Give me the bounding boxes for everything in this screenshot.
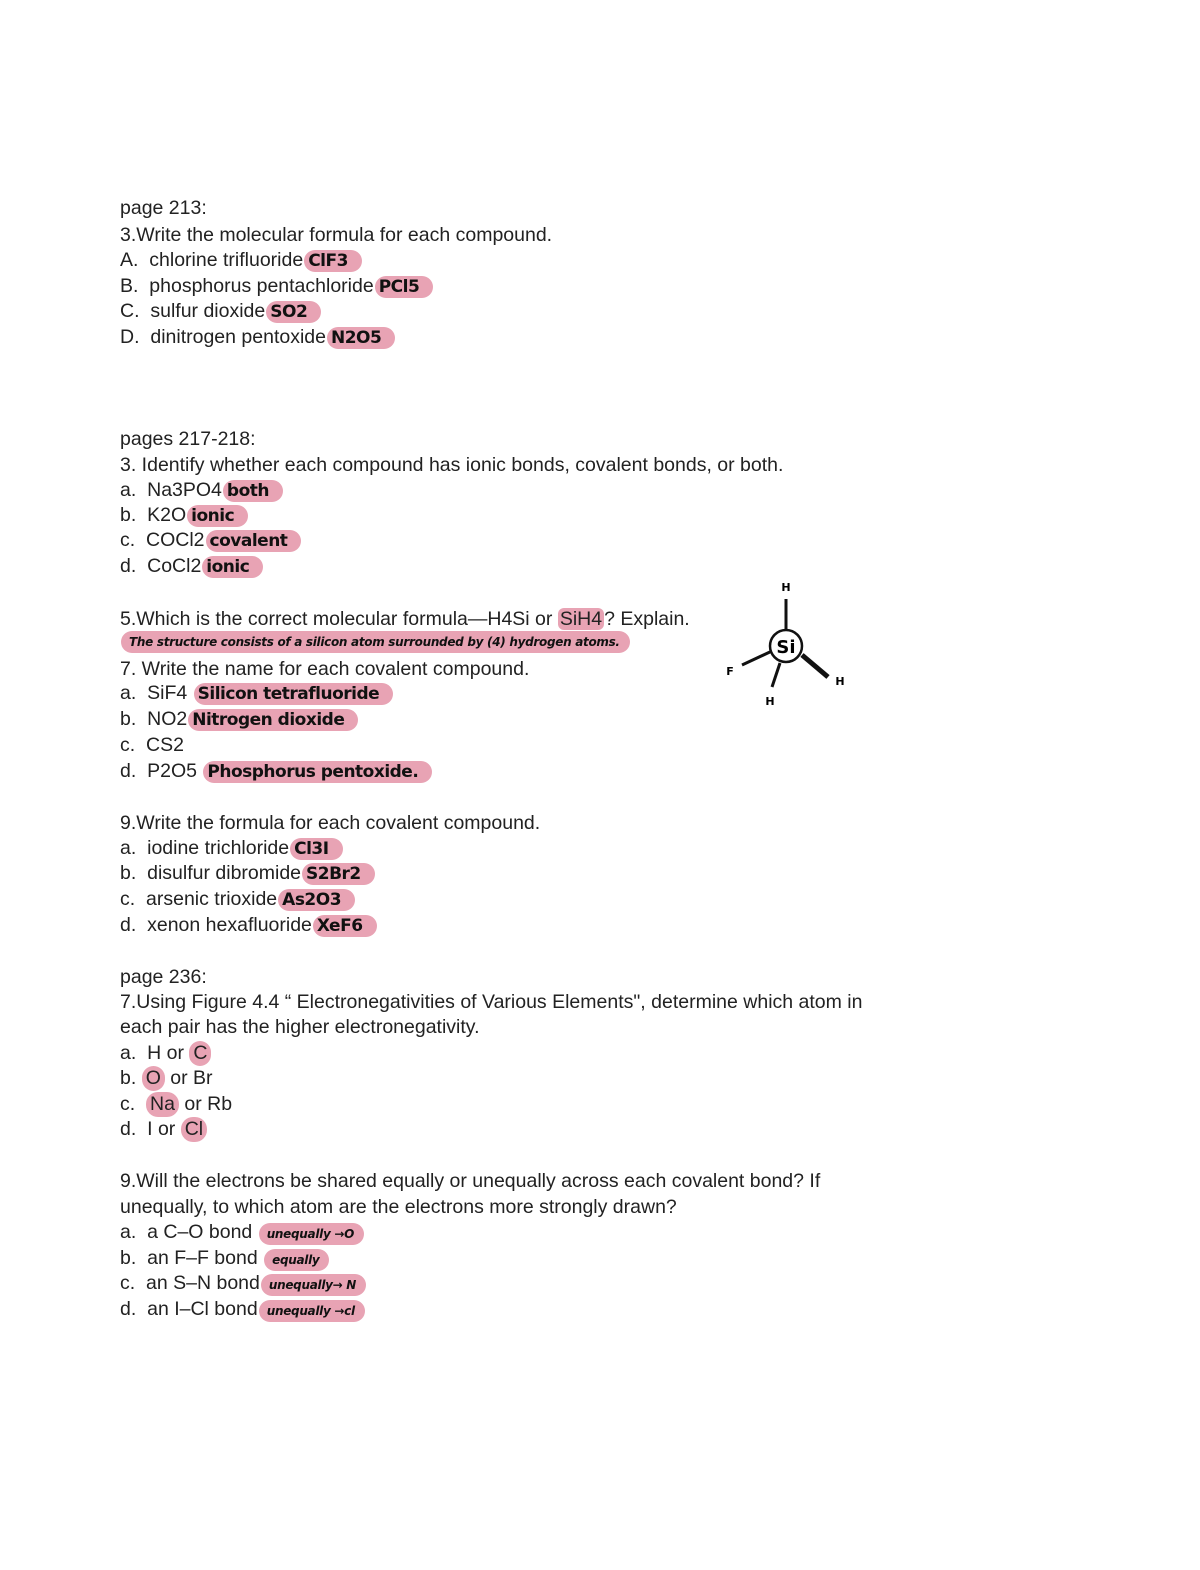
top-atom-label: H (781, 581, 791, 594)
item-label: b. (120, 504, 137, 526)
handwritten-answer: XeF6 (313, 915, 377, 937)
handwritten-answer: equally (264, 1249, 329, 1271)
item-label: a. (120, 837, 137, 859)
handwritten-answer: unequally→ N (261, 1274, 366, 1296)
question-pre: 5.Which is the correct molecular formula—H4Si or (120, 608, 558, 630)
item-label: A. (120, 249, 139, 271)
list-item (120, 861, 375, 886)
center-atom-label: Si (776, 637, 796, 658)
circled-answer: C (189, 1041, 211, 1066)
page-heading-213: page 213: (120, 197, 207, 219)
handwritten-answer: ionic (202, 556, 263, 578)
list-item (120, 733, 184, 758)
item-text: xenon hexafluoride (147, 914, 312, 936)
handwritten-answer: SO2 (266, 301, 321, 323)
left-atom-label: F (726, 665, 734, 678)
item-text: chlorine trifluoride (149, 249, 304, 271)
bond-right (802, 655, 828, 677)
handwritten-answer: Silicon tetrafluoride (194, 683, 394, 705)
item-label: c. (120, 734, 136, 756)
item-text: SiF4 (147, 682, 188, 704)
handwritten-answer: unequally →cl (259, 1300, 365, 1322)
handwritten-answer: Phosphorus pentoxide. (203, 761, 432, 783)
sih4-structure-diagram (720, 575, 860, 715)
list-item (120, 503, 248, 528)
item-text: phosphorus pentachloride (149, 275, 374, 297)
list-item (120, 1092, 232, 1117)
or-text: or (157, 1118, 176, 1140)
item-text: sulfur dioxide (150, 300, 266, 322)
handwritten-answer: PCl5 (375, 276, 434, 298)
handwritten-answer: covalent (206, 530, 302, 552)
question-post: ? Explain. (604, 608, 690, 630)
list-item (120, 299, 321, 324)
list-item (120, 1297, 365, 1322)
item-text: disulfur dibromide (147, 862, 302, 884)
list-item (120, 759, 432, 784)
item-text: arsenic trioxide (146, 888, 278, 910)
list-item (120, 325, 395, 350)
handwritten-answer: ClF3 (304, 250, 362, 272)
item-text: NO2 (147, 708, 188, 730)
item-label: D. (120, 326, 140, 348)
bottom-atom-label: H (765, 695, 775, 708)
item-label: d. (120, 760, 137, 782)
handwritten-answer: S2Br2 (302, 863, 375, 885)
list-item (120, 1066, 213, 1091)
item-label: a. (120, 1221, 137, 1243)
handwritten-answer: As2O3 (278, 889, 355, 911)
list-item (120, 1041, 211, 1066)
handwritten-answer: Cl3I (290, 838, 342, 860)
list-item (120, 1271, 366, 1296)
item-label: b. (120, 1247, 137, 1269)
or-text: or (184, 1093, 202, 1115)
item-text: CoCl2 (147, 555, 202, 577)
handwritten-answer: ionic (187, 505, 248, 527)
item-label: b. (120, 862, 137, 884)
question-text: 9.Write the formula for each covalent compound. (120, 812, 541, 834)
handwritten-answer: The structure consists of a silicon atom surrounded by (4) hydrogen atoms. (121, 631, 630, 653)
item-text: dinitrogen pentoxide (150, 326, 326, 348)
item-label: c. (120, 1093, 136, 1115)
item-text: a C–O bond (147, 1221, 253, 1243)
element-option: I (147, 1118, 153, 1140)
question-text: 7.Using Figure 4.4 “ Electronegativities of Various Elements", determine which atom in (120, 991, 863, 1013)
question-text-cont: unequally, to which atom are the electrons more strongly drawn? (120, 1196, 677, 1218)
circled-answer: O (142, 1066, 165, 1091)
item-label: B. (120, 275, 139, 297)
item-text: an F–F bond (147, 1247, 258, 1269)
answer-line (120, 628, 630, 653)
list-item (120, 836, 343, 861)
item-label: c. (120, 888, 136, 910)
item-label: d. (120, 555, 137, 577)
item-label: c. (120, 529, 136, 551)
question-text: 3. Identify whether each compound has ionic bonds, covalent bonds, or both. (120, 454, 784, 476)
item-label: d. (120, 1118, 137, 1140)
item-label: c. (120, 1272, 136, 1294)
element-option: Br (193, 1067, 213, 1089)
item-label: C. (120, 300, 140, 322)
handwritten-answer: both (223, 480, 283, 502)
list-item (120, 1246, 329, 1271)
list-item (120, 887, 355, 912)
element-option: H (147, 1042, 162, 1064)
list-item (120, 1117, 207, 1142)
list-item (120, 707, 358, 732)
list-item (120, 528, 301, 553)
element-option: Rb (207, 1093, 233, 1115)
list-item (120, 554, 263, 579)
item-label: b. (120, 708, 137, 730)
list-item (120, 913, 377, 938)
item-label: d. (120, 914, 137, 936)
handwritten-answer: unequally →O (259, 1223, 364, 1245)
handwritten-answer: N2O5 (327, 327, 395, 349)
item-text: COCl2 (146, 529, 205, 551)
list-item (120, 478, 283, 503)
question-text: 3.Write the molecular formula for each compound. (120, 224, 553, 246)
item-text: P2O5 (147, 760, 197, 782)
circled-answer: Na (146, 1092, 179, 1117)
highlighted-formula: SiH4 (559, 608, 603, 630)
bond-bottom (772, 663, 780, 687)
item-label: b. (120, 1067, 137, 1089)
page-heading-217: pages 217-218: (120, 428, 256, 450)
page-heading-236: page 236: (120, 966, 207, 988)
item-label: a. (120, 479, 137, 501)
question-text: 9.Will the electrons be shared equally or unequally across each covalent bond? If (120, 1170, 821, 1192)
question-text: 7. Write the name for each covalent compound. (120, 658, 530, 680)
bond-left (742, 651, 772, 665)
list-item (120, 681, 393, 706)
item-text: an I–Cl bond (147, 1298, 258, 1320)
or-text: or (170, 1067, 188, 1089)
item-text: CS2 (146, 734, 184, 756)
item-text: Na3PO4 (147, 479, 222, 501)
item-label: a. (120, 1042, 137, 1064)
or-text: or (166, 1042, 184, 1064)
item-label: d. (120, 1298, 137, 1320)
handwritten-answer: Nitrogen dioxide (188, 709, 358, 731)
list-item (120, 248, 362, 273)
circled-answer: Cl (181, 1117, 207, 1142)
item-text: iodine trichloride (147, 837, 290, 859)
list-item (120, 1220, 364, 1245)
item-text: an S–N bond (146, 1272, 260, 1294)
right-atom-label: H (835, 675, 845, 688)
item-label: a. (120, 682, 137, 704)
list-item (120, 274, 433, 299)
item-text: K2O (147, 504, 187, 526)
question-text-cont: each pair has the higher electronegativity. (120, 1016, 480, 1038)
